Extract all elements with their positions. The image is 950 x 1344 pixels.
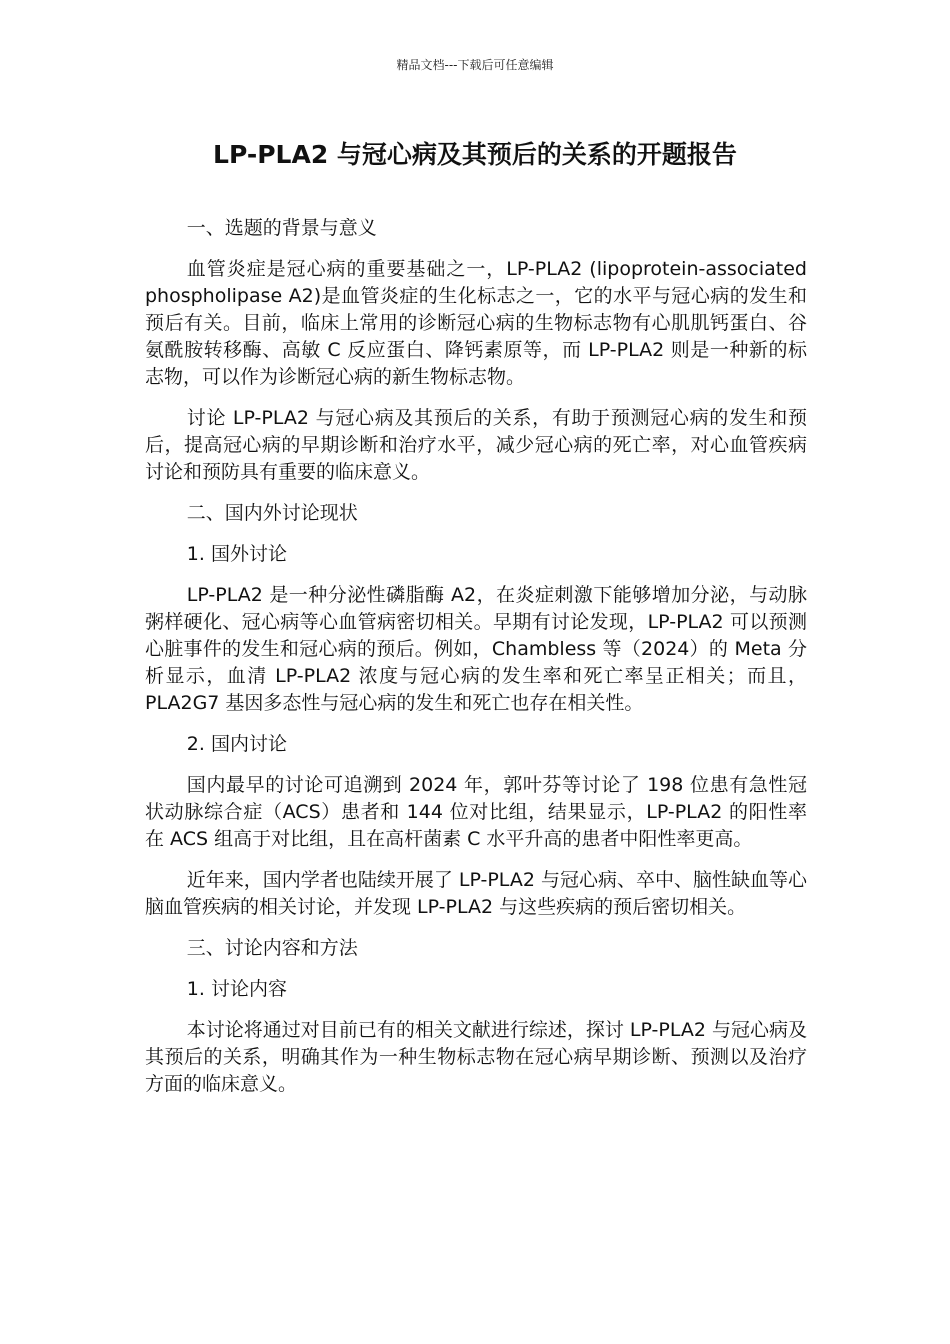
- subheading-domestic-research: 2. 国内讨论: [186, 733, 287, 755]
- section-heading-research-status: 二、国内外讨论现状: [186, 502, 358, 524]
- subheading-research-content: 1. 讨论内容: [186, 978, 287, 1000]
- paragraph-research-content: 本讨论将通过对目前已有的相关文献进行综述，探讨 LP-PLA2 与冠心病及其预后的关系，明确其作为一种生物标志物在冠心病早期诊断、预测以及治疗方面的临床意义。: [145, 1019, 807, 1095]
- page-title: LP-PLA2 与冠心病及其预后的关系的开题报告: [213, 140, 737, 169]
- paragraph-domestic-research-1: 国内最早的讨论可追溯到 2024 年，郭叶芬等讨论了 198 位患有急性冠状动脉综合症（ACS）患者和 144 位对比组，结果显示，LP-PLA2 的阳性率在 ACS 组高于对比组，且在高杆菌素 C 水平升高的患者中阳性率更高。: [145, 774, 807, 850]
- paragraph-background-1: 血管炎症是冠心病的重要基础之一，LP-PLA2 (lipoprotein-associated phospholipase A2)是血管炎症的生化标志之一，它的水平与冠心病的发生和预后有关。目前，临床上常用的诊断冠心病的生物标志物有心肌肌钙蛋白、谷氨酰胺转移酶、高敏 C 反应蛋白、降钙素原等，而 LP-PLA2 则是一种新的标志物，可以作为诊断冠心病的新生物标志物。: [145, 258, 807, 388]
- section-heading-content-methods: 三、讨论内容和方法: [186, 937, 358, 959]
- header-note: 精品文档---下载后可任意编辑: [396, 58, 554, 72]
- document-body: [145, 215, 807, 1112]
- paragraph-background-2: 讨论 LP-PLA2 与冠心病及其预后的关系，有助于预测冠心病的发生和预后，提高冠心病的早期诊断和治疗水平，减少冠心病的死亡率，对心血管疾病讨论和预防具有重要的临床意义。: [145, 407, 807, 483]
- paragraph-foreign-research: LP-PLA2 是一种分泌性磷脂酶 A2，在炎症刺激下能够增加分泌，与动脉粥样硬化、冠心病等心血管病密切相关。早期有讨论发现，LP-PLA2 可以预测心脏事件的发生和冠心病的预后。例如，Chambless 等（2024）的 Meta 分析显示，血清 LP-PLA2 浓度与冠心病的发生率和死亡率呈正相关；而且，PLA2G7 基因多态性与冠心病的发生和死亡也存在相关性。: [145, 584, 807, 714]
- section-heading-background: 一、选题的背景与意义: [186, 217, 377, 239]
- subheading-foreign-research: 1. 国外讨论: [186, 543, 287, 565]
- paragraph-domestic-research-2: 近年来，国内学者也陆续开展了 LP-PLA2 与冠心病、卒中、脑性缺血等心脑血管疾病的相关讨论，并发现 LP-PLA2 与这些疾病的预后密切相关。: [145, 869, 807, 918]
